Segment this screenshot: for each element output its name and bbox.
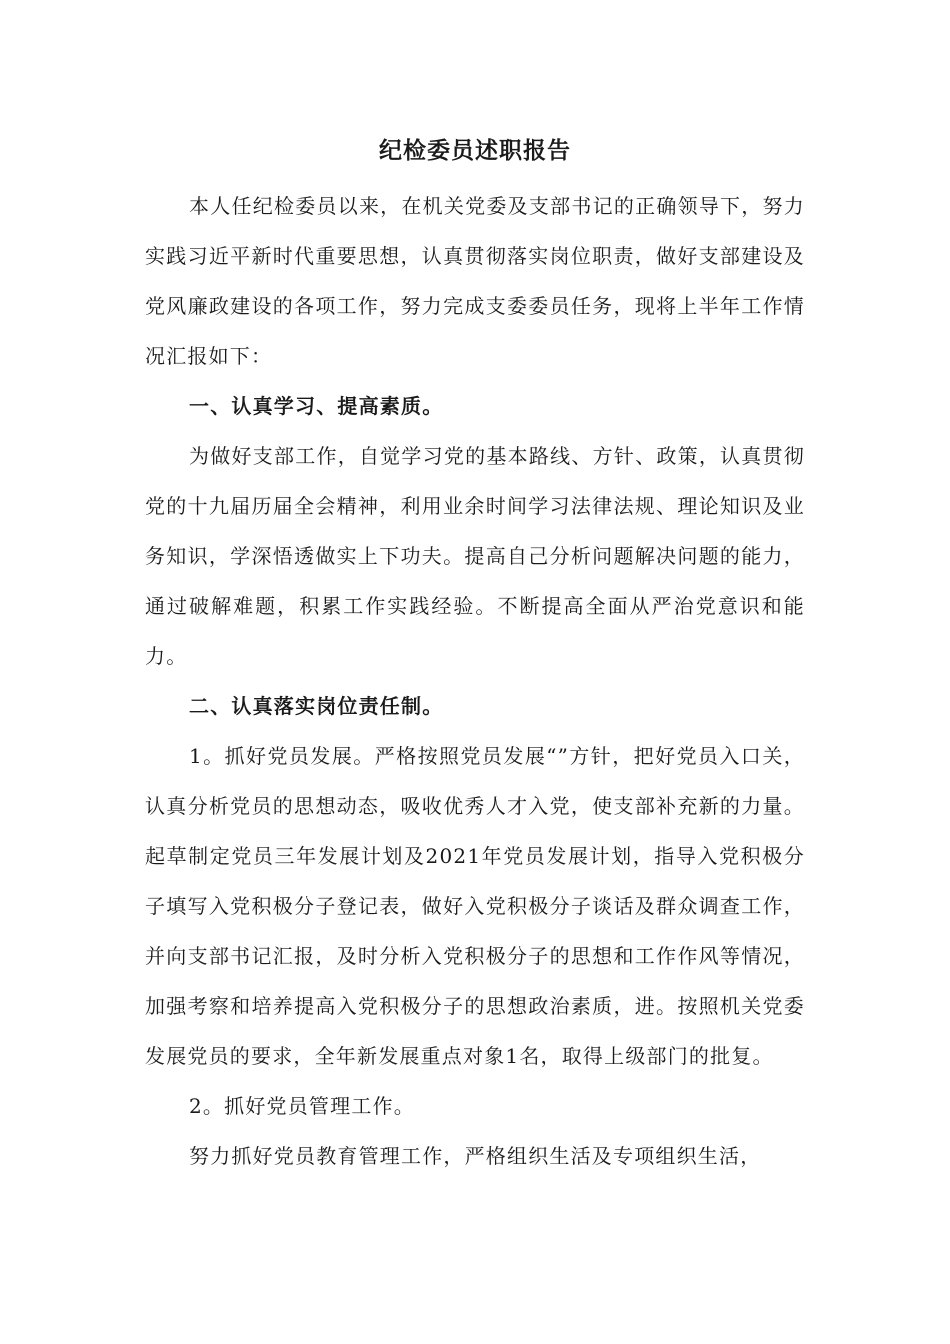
paragraph-study: 为做好支部工作，自觉学习党的基本路线、方针、政策，认真贯彻党的十九届历届全会精神，利用业余时间学习法律法规、理论知识及业务知识，学深悟透做实上下功夫。提高自己分析问题解决问题的能力，通过破解难题，积累工作实践经验。不断提高全面从严治党意识和能力。 (145, 444, 805, 668)
document-body (145, 181, 805, 1181)
section-heading-responsibility: 二、认真落实岗位责任制。 (189, 694, 444, 718)
paragraph-member-management-heading: 2。抓好党员管理工作。 (189, 1094, 415, 1118)
paragraph-member-development: 1。抓好党员发展。严格按照党员发展“”方针，把好党员入口关，认真分析党员的思想动态，吸收优秀人才入党，使支部补充新的力量。起草制定党员三年发展计划及2021年党员发展计划，指导入党积极分子填写入党积极分子登记表，做好入党积极分子谈话及群众调查工作，并向支部书记汇报，及时分析入党积极分子的思想和工作作风等情况，加强考察和培养提高入党积极分子的思想政治素质，进。按照机关党委发展党员的要求，全年新发展重点对象1名，取得上级部门的批复。 (145, 744, 805, 1068)
section-heading-study: 一、认真学习、提高素质。 (189, 394, 444, 418)
document-title: 纪检委员述职报告 (379, 137, 571, 164)
paragraph-intro: 本人任纪检委员以来，在机关党委及支部书记的正确领导下，努力实践习近平新时代重要思想，认真贯彻落实岗位职责，做好支部建设及党风廉政建设的各项工作，努力完成支委委员任务，现将上半年工作情况汇报如下： (145, 194, 805, 368)
paragraph-member-management: 努力抓好党员教育管理工作，严格组织生活及专项组织生活， (189, 1144, 762, 1168)
